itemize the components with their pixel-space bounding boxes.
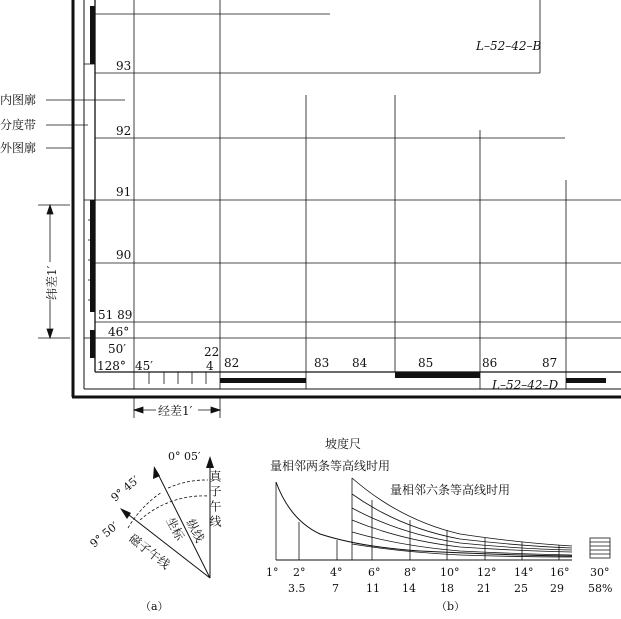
band-segment-left-1: [90, 6, 95, 64]
slope-scale: [266, 436, 612, 613]
slope-degree-label: 2°: [293, 566, 306, 579]
slope-value-label: 11: [366, 582, 380, 595]
corner-lon-degree: 128°: [97, 359, 126, 373]
band-segment-bottom-2: [395, 372, 480, 378]
band-segment-bottom-1: [220, 378, 306, 383]
slope-degree-label: 14°: [514, 566, 534, 579]
x-grid-label: 84: [352, 356, 368, 370]
x-grid-label: 82: [224, 356, 240, 370]
label-degree-band: 分度带: [0, 118, 37, 132]
caption-b: （b）: [436, 600, 466, 613]
slope-30-box: [590, 538, 610, 558]
x-grid-label: 83: [314, 356, 330, 370]
band-segment-left-3: [90, 330, 95, 358]
label-six-contours: 量相邻六条等高线时用: [390, 483, 511, 497]
sheet-number-top: L–52–42–B: [476, 39, 542, 53]
label-two-contours: 量相邻两条等高线时用: [270, 459, 391, 473]
grid-north-arrow: [153, 466, 160, 479]
x-grid-label: 86: [482, 356, 498, 370]
caption-a: （a）: [140, 600, 169, 613]
band-segment-left-2: [90, 200, 95, 312]
magnetic-meridian-arrow: [120, 508, 131, 519]
slope-degree-label: 1°: [266, 566, 279, 579]
slope-value-label: 58%: [588, 582, 613, 595]
angle-label-2: 9° 45′: [108, 473, 142, 505]
slope-value-label: 25: [514, 582, 528, 595]
slope-degree-label: 10°: [440, 566, 460, 579]
slope-value-label: 7: [332, 582, 339, 595]
y-grid-label: 91: [116, 185, 132, 199]
slope-value-label: 14: [402, 582, 416, 595]
y-grid-label: 51 89: [98, 308, 133, 322]
coord-label: 坐标: [163, 514, 187, 543]
slope-degree-label: 4°: [330, 566, 343, 579]
km-grid: [95, 0, 621, 372]
angle-arc-3: [128, 492, 162, 528]
lat-diff-label: 纬差1′: [45, 265, 59, 300]
corner-lat-degree: 46°: [108, 325, 130, 339]
lon-diff-label: 经差1′: [158, 404, 193, 418]
corner-km-bottom: 4: [206, 359, 214, 373]
x-grid-label: 85: [418, 356, 434, 370]
y-grid-label: 93: [116, 59, 132, 73]
angle-label-3: 9° 50′: [87, 519, 121, 551]
angle-arc-1: [168, 480, 208, 488]
band-segment-bottom-3: [566, 378, 606, 383]
declination-diagram: [88, 450, 222, 613]
slope-value-label: 18: [440, 582, 454, 595]
slope-degree-label: 30°: [590, 566, 610, 579]
x-grid-label: 87: [542, 356, 558, 370]
corner-lon-minute: 45′: [135, 359, 153, 373]
slope-degree-label: 6°: [368, 566, 381, 579]
label-inner-frame: 内图廓: [0, 93, 37, 107]
slope-degree-label: 8°: [404, 566, 417, 579]
slope-degree-label: 12°: [477, 566, 497, 579]
slope-scale-title: 坡度尺: [325, 437, 362, 451]
true-meridian-label: 真子午线: [208, 470, 222, 530]
slope-value-label: 21: [477, 582, 491, 595]
y-grid-label: 92: [116, 124, 132, 138]
magnetic-meridian-label: 磁子午线: [126, 531, 173, 572]
y-grid-label: 90: [116, 248, 132, 262]
map-frame: [72, 0, 621, 397]
label-outer-frame: 外图廓: [0, 141, 37, 155]
angle-label-1: 0° 05′: [168, 450, 201, 463]
slope-value-label: 3.5: [288, 582, 306, 595]
slope-value-label: 29: [550, 582, 564, 595]
corner-lat-minute: 50′: [108, 342, 126, 356]
grid-line-label: 纵线: [183, 516, 207, 545]
true-meridian-arrow: [206, 456, 214, 468]
corner-km-top: 22: [204, 345, 220, 359]
slope-degree-label: 16°: [550, 566, 570, 579]
sheet-number-bottom: L–52–42–D: [492, 378, 559, 392]
